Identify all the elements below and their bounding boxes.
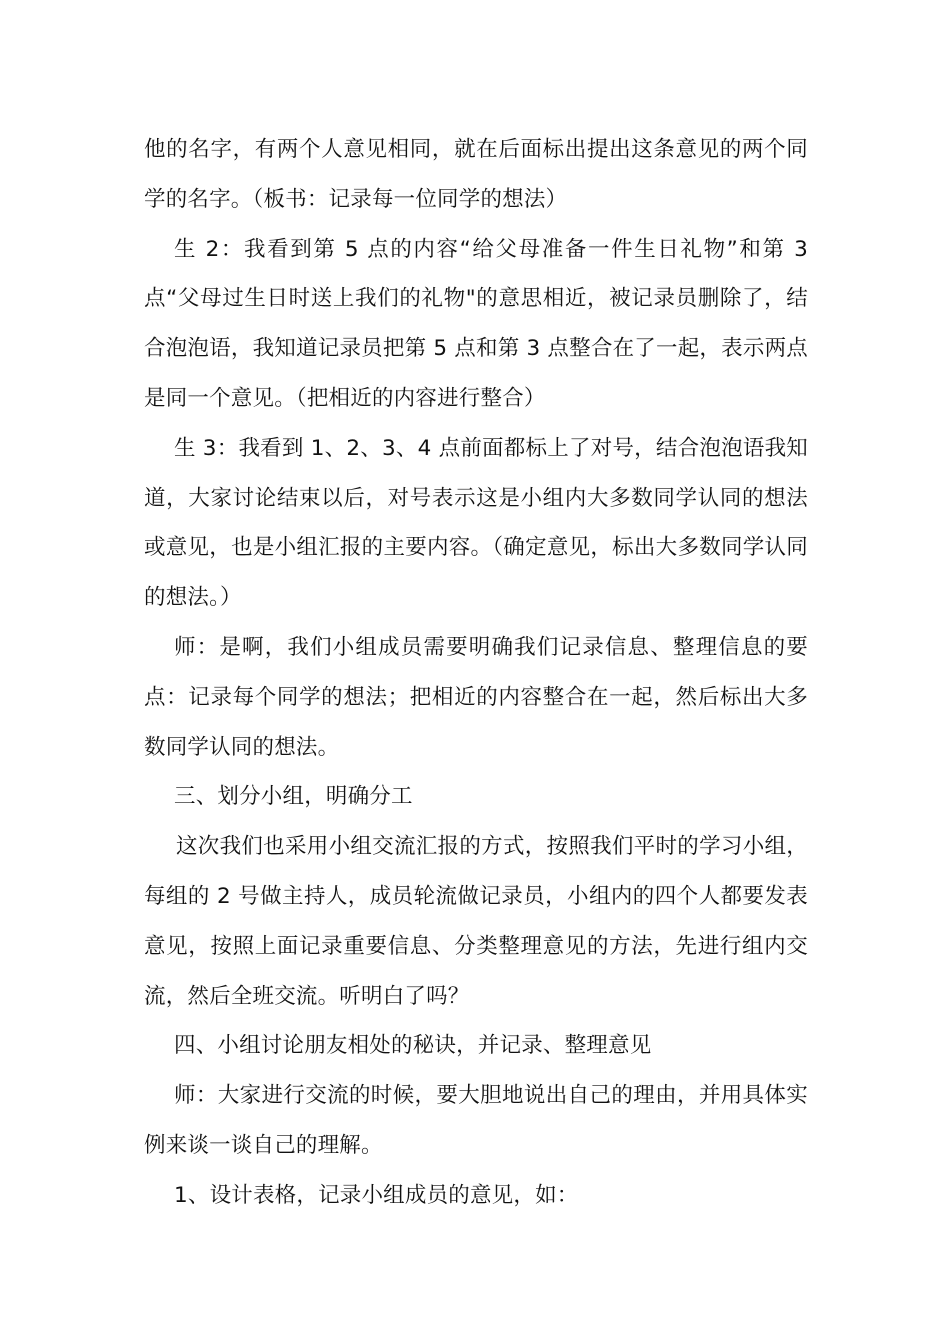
- paragraph-student-3: 生 3：我看到 1、2、3、4 点前面都标上了对号，结合泡泡语我知道，大家讨论结束以后，对号表示这是小组内大多数同学认同的想法或意见，也是小组汇报的主要内容。（确定意见，标出大多数同学认同的想法。）: [144, 435, 808, 611]
- section-heading-3: 三、划分小组，明确分工: [174, 784, 413, 810]
- paragraph-teacher-instruction: 师：大家进行交流的时候，要大胆地说出自己的理由，并用具体实例来谈一谈自己的理解。: [144, 1083, 808, 1158]
- section-heading-4: 四、小组讨论朋友相处的秘诀，并记录、整理意见: [174, 1033, 652, 1059]
- document-body: [144, 125, 808, 1221]
- paragraph-student-2: 生 2：我看到第 5 点的内容“给父母准备一件生日礼物”和第 3 点“父母过生日时送上我们的礼物"的意思相近，被记录员删除了，结合泡泡语，我知道记录员把第 5 点和第 3 点整合在了一起，表示两点是同一个意见。（把相近的内容进行整合）: [144, 236, 808, 411]
- paragraph-continuation: 他的名字，有两个人意见相同，就在后面标出提出这条意见的两个同学的名字。（板书：记录每一位同学的想法）: [144, 137, 808, 212]
- paragraph-grouping: 这次我们也采用小组交流汇报的方式，按照我们平时的学习小组，每组的 2 号做主持人，成员轮流做记录员，小组内的四个人都要发表意见，按照上面记录重要信息、分类整理意见的方法，先进行组内交流，然后全班交流。听明白了吗？: [144, 834, 808, 1009]
- list-item-1: 1、设计表格，记录小组成员的意见，如：: [174, 1182, 579, 1208]
- paragraph-teacher-summary: 师：是啊，我们小组成员需要明确我们记录信息、整理信息的要点：记录每个同学的想法；把相近的内容整合在一起，然后标出大多数同学认同的想法。: [144, 634, 808, 760]
